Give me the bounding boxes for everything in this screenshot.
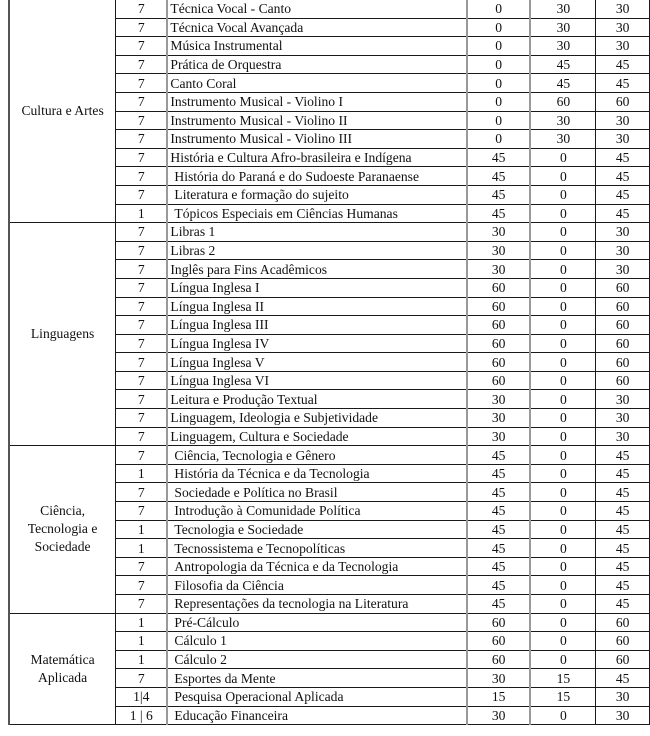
theory-hours-cell: 60: [467, 613, 531, 632]
theory-hours-cell: 30: [467, 390, 531, 409]
practice-hours-cell: 0: [530, 650, 595, 669]
total-hours-cell: 45: [596, 576, 650, 595]
total-hours-cell: 30: [596, 687, 650, 706]
course-name-cell: História do Paraná e do Sudoeste Paranaense: [167, 167, 467, 186]
total-hours-cell: 60: [596, 316, 650, 335]
total-hours-cell: 45: [596, 204, 650, 223]
total-hours-cell: 30: [596, 18, 650, 37]
practice-hours-cell: 0: [530, 613, 595, 632]
theory-hours-cell: 45: [467, 502, 531, 521]
total-hours-cell: 45: [596, 74, 650, 93]
total-hours-cell: 45: [596, 464, 650, 483]
table-row: [9, 0, 650, 18]
theory-hours-cell: 60: [467, 650, 531, 669]
course-name-cell: Instrumento Musical - Violino II: [167, 111, 467, 130]
total-hours-cell: 30: [596, 111, 650, 130]
practice-hours-cell: 30: [530, 18, 595, 37]
theory-hours-cell: 60: [467, 334, 531, 353]
practice-hours-cell: 45: [530, 55, 595, 74]
semester-cell: 7: [116, 371, 168, 390]
practice-hours-cell: 0: [530, 316, 595, 335]
course-name-cell: Língua Inglesa II: [167, 297, 467, 316]
course-name-cell: Canto Coral: [167, 74, 467, 93]
semester-cell: 1: [116, 613, 168, 632]
course-name-cell: Pesquisa Operacional Aplicada: [167, 687, 467, 706]
theory-hours-cell: 0: [467, 74, 531, 93]
semester-cell: 7: [116, 446, 168, 465]
total-hours-cell: 45: [596, 502, 650, 521]
semester-cell: 1: [116, 632, 168, 651]
semester-cell: 1: [116, 204, 168, 223]
practice-hours-cell: 0: [530, 278, 595, 297]
practice-hours-cell: 0: [530, 223, 595, 242]
total-hours-cell: 30: [596, 0, 650, 18]
theory-hours-cell: 45: [467, 595, 531, 614]
theory-hours-cell: 30: [467, 669, 531, 688]
total-hours-cell: 30: [596, 409, 650, 428]
theory-hours-cell: 45: [467, 539, 531, 558]
practice-hours-cell: 30: [530, 130, 595, 149]
course-name-cell: Técnica Vocal - Canto: [167, 0, 467, 18]
course-name-cell: Linguagem, Cultura e Sociedade: [167, 427, 467, 446]
practice-hours-cell: 0: [530, 148, 595, 167]
theory-hours-cell: 60: [467, 353, 531, 372]
theory-hours-cell: 45: [467, 446, 531, 465]
theory-hours-cell: 15: [467, 687, 531, 706]
course-name-cell: Antropologia da Técnica e da Tecnologia: [167, 557, 467, 576]
area-cell: Cultura e Artes: [9, 0, 116, 223]
course-name-cell: Libras 2: [167, 241, 467, 260]
theory-hours-cell: 30: [467, 241, 531, 260]
practice-hours-cell: 0: [530, 390, 595, 409]
semester-cell: 7: [116, 148, 168, 167]
theory-hours-cell: 60: [467, 297, 531, 316]
practice-hours-cell: 60: [530, 92, 595, 111]
semester-cell: 7: [116, 55, 168, 74]
area-cell: Matemática Aplicada: [9, 613, 116, 725]
theory-hours-cell: 45: [467, 204, 531, 223]
theory-hours-cell: 0: [467, 111, 531, 130]
semester-cell: 7: [116, 595, 168, 614]
course-name-cell: Pré-Cálculo: [167, 613, 467, 632]
practice-hours-cell: 0: [530, 539, 595, 558]
course-name-cell: Ciência, Tecnologia e Gênero: [167, 446, 467, 465]
semester-cell: 7: [116, 390, 168, 409]
table-row: [9, 446, 650, 465]
total-hours-cell: 30: [596, 706, 650, 725]
semester-cell: 7: [116, 576, 168, 595]
practice-hours-cell: 0: [530, 706, 595, 725]
theory-hours-cell: 30: [467, 260, 531, 279]
course-name-cell: Cálculo 2: [167, 650, 467, 669]
semester-cell: 7: [116, 18, 168, 37]
semester-cell: 7: [116, 557, 168, 576]
semester-cell: 1: [116, 520, 168, 539]
semester-cell: 7: [116, 167, 168, 186]
course-name-cell: Língua Inglesa VI: [167, 371, 467, 390]
total-hours-cell: 45: [596, 520, 650, 539]
theory-hours-cell: 0: [467, 0, 531, 18]
course-name-cell: Inglês para Fins Acadêmicos: [167, 260, 467, 279]
semester-cell: 7: [116, 241, 168, 260]
total-hours-cell: 30: [596, 223, 650, 242]
semester-cell: 7: [116, 130, 168, 149]
practice-hours-cell: 30: [530, 0, 595, 18]
semester-cell: 7: [116, 223, 168, 242]
semester-cell: 7: [116, 111, 168, 130]
course-name-cell: Prática de Orquestra: [167, 55, 467, 74]
total-hours-cell: 45: [596, 55, 650, 74]
semester-cell: 7: [116, 427, 168, 446]
semester-cell: 7: [116, 185, 168, 204]
total-hours-cell: 60: [596, 632, 650, 651]
total-hours-cell: 45: [596, 557, 650, 576]
practice-hours-cell: 15: [530, 669, 595, 688]
theory-hours-cell: 30: [467, 706, 531, 725]
practice-hours-cell: 0: [530, 557, 595, 576]
total-hours-cell: 45: [596, 483, 650, 502]
course-name-cell: Técnica Vocal Avançada: [167, 18, 467, 37]
semester-cell: 7: [116, 409, 168, 428]
total-hours-cell: 60: [596, 650, 650, 669]
practice-hours-cell: 0: [530, 464, 595, 483]
course-name-cell: Leitura e Produção Textual: [167, 390, 467, 409]
theory-hours-cell: 45: [467, 464, 531, 483]
total-hours-cell: 30: [596, 260, 650, 279]
theory-hours-cell: 0: [467, 55, 531, 74]
course-name-cell: História e Cultura Afro-brasileira e Indígena: [167, 148, 467, 167]
practice-hours-cell: 0: [530, 576, 595, 595]
total-hours-cell: 60: [596, 613, 650, 632]
total-hours-cell: 45: [596, 167, 650, 186]
course-name-cell: Esportes da Mente: [167, 669, 467, 688]
practice-hours-cell: 0: [530, 595, 595, 614]
practice-hours-cell: 0: [530, 334, 595, 353]
semester-cell: 7: [116, 260, 168, 279]
theory-hours-cell: 45: [467, 185, 531, 204]
course-name-cell: Sociedade e Política no Brasil: [167, 483, 467, 502]
theory-hours-cell: 45: [467, 483, 531, 502]
total-hours-cell: 30: [596, 241, 650, 260]
course-name-cell: Tecnossistema e Tecnopolíticas: [167, 539, 467, 558]
semester-cell: 7: [116, 74, 168, 93]
semester-cell: 7: [116, 669, 168, 688]
theory-hours-cell: 30: [467, 427, 531, 446]
course-name-cell: Instrumento Musical - Violino III: [167, 130, 467, 149]
course-name-cell: Filosofia da Ciência: [167, 576, 467, 595]
course-name-cell: Língua Inglesa III: [167, 316, 467, 335]
course-name-cell: Libras 1: [167, 223, 467, 242]
table-body: [9, 0, 650, 725]
practice-hours-cell: 0: [530, 297, 595, 316]
semester-cell: 1: [116, 650, 168, 669]
practice-hours-cell: 0: [530, 204, 595, 223]
total-hours-cell: 30: [596, 130, 650, 149]
total-hours-cell: 60: [596, 353, 650, 372]
semester-cell: 7: [116, 334, 168, 353]
theory-hours-cell: 45: [467, 557, 531, 576]
theory-hours-cell: 60: [467, 316, 531, 335]
theory-hours-cell: 0: [467, 130, 531, 149]
total-hours-cell: 45: [596, 185, 650, 204]
course-name-cell: Cálculo 1: [167, 632, 467, 651]
semester-cell: 7: [116, 37, 168, 56]
practice-hours-cell: 0: [530, 241, 595, 260]
theory-hours-cell: 30: [467, 409, 531, 428]
semester-cell: 1|4: [116, 687, 168, 706]
total-hours-cell: 45: [596, 148, 650, 167]
practice-hours-cell: 0: [530, 353, 595, 372]
practice-hours-cell: 30: [530, 111, 595, 130]
practice-hours-cell: 0: [530, 260, 595, 279]
practice-hours-cell: 45: [530, 74, 595, 93]
course-name-cell: Literatura e formação do sujeito: [167, 185, 467, 204]
practice-hours-cell: 0: [530, 167, 595, 186]
area-cell: Linguagens: [9, 223, 116, 446]
elective-courses-table: [8, 0, 650, 725]
semester-cell: 7: [116, 316, 168, 335]
course-name-cell: Tópicos Especiais em Ciências Humanas: [167, 204, 467, 223]
course-name-cell: Instrumento Musical - Violino I: [167, 92, 467, 111]
total-hours-cell: 45: [596, 446, 650, 465]
course-name-cell: Tecnologia e Sociedade: [167, 520, 467, 539]
theory-hours-cell: 0: [467, 37, 531, 56]
practice-hours-cell: 0: [530, 632, 595, 651]
total-hours-cell: 45: [596, 539, 650, 558]
practice-hours-cell: 0: [530, 185, 595, 204]
total-hours-cell: 60: [596, 371, 650, 390]
semester-cell: 1 | 6: [116, 706, 168, 725]
course-table-container: [8, 0, 650, 725]
theory-hours-cell: 45: [467, 576, 531, 595]
semester-cell: 7: [116, 0, 168, 18]
theory-hours-cell: 60: [467, 278, 531, 297]
table-row: [9, 223, 650, 242]
total-hours-cell: 60: [596, 278, 650, 297]
practice-hours-cell: 30: [530, 37, 595, 56]
course-name-cell: Língua Inglesa I: [167, 278, 467, 297]
course-name-cell: Representações da tecnologia na Literatura: [167, 595, 467, 614]
area-cell: Ciência, Tecnologia e Sociedade: [9, 446, 116, 613]
table-row: [9, 613, 650, 632]
total-hours-cell: 60: [596, 334, 650, 353]
course-name-cell: Introdução à Comunidade Política: [167, 502, 467, 521]
total-hours-cell: 30: [596, 390, 650, 409]
theory-hours-cell: 60: [467, 632, 531, 651]
practice-hours-cell: 15: [530, 687, 595, 706]
theory-hours-cell: 45: [467, 148, 531, 167]
semester-cell: 7: [116, 297, 168, 316]
course-name-cell: Educação Financeira: [167, 706, 467, 725]
total-hours-cell: 30: [596, 37, 650, 56]
theory-hours-cell: 30: [467, 223, 531, 242]
semester-cell: 7: [116, 483, 168, 502]
practice-hours-cell: 0: [530, 427, 595, 446]
semester-cell: 7: [116, 92, 168, 111]
total-hours-cell: 45: [596, 595, 650, 614]
semester-cell: 7: [116, 278, 168, 297]
total-hours-cell: 60: [596, 297, 650, 316]
practice-hours-cell: 0: [530, 446, 595, 465]
practice-hours-cell: 0: [530, 502, 595, 521]
total-hours-cell: 60: [596, 92, 650, 111]
semester-cell: 7: [116, 502, 168, 521]
theory-hours-cell: 45: [467, 167, 531, 186]
theory-hours-cell: 0: [467, 92, 531, 111]
course-name-cell: Língua Inglesa IV: [167, 334, 467, 353]
practice-hours-cell: 0: [530, 483, 595, 502]
course-name-cell: Língua Inglesa V: [167, 353, 467, 372]
practice-hours-cell: 0: [530, 371, 595, 390]
theory-hours-cell: 60: [467, 371, 531, 390]
course-name-cell: Linguagem, Ideologia e Subjetividade: [167, 409, 467, 428]
total-hours-cell: 45: [596, 669, 650, 688]
practice-hours-cell: 0: [530, 409, 595, 428]
course-name-cell: Música Instrumental: [167, 37, 467, 56]
course-name-cell: História da Técnica e da Tecnologia: [167, 464, 467, 483]
semester-cell: 1: [116, 539, 168, 558]
semester-cell: 1: [116, 464, 168, 483]
practice-hours-cell: 0: [530, 520, 595, 539]
theory-hours-cell: 0: [467, 18, 531, 37]
theory-hours-cell: 45: [467, 520, 531, 539]
total-hours-cell: 30: [596, 427, 650, 446]
semester-cell: 7: [116, 353, 168, 372]
